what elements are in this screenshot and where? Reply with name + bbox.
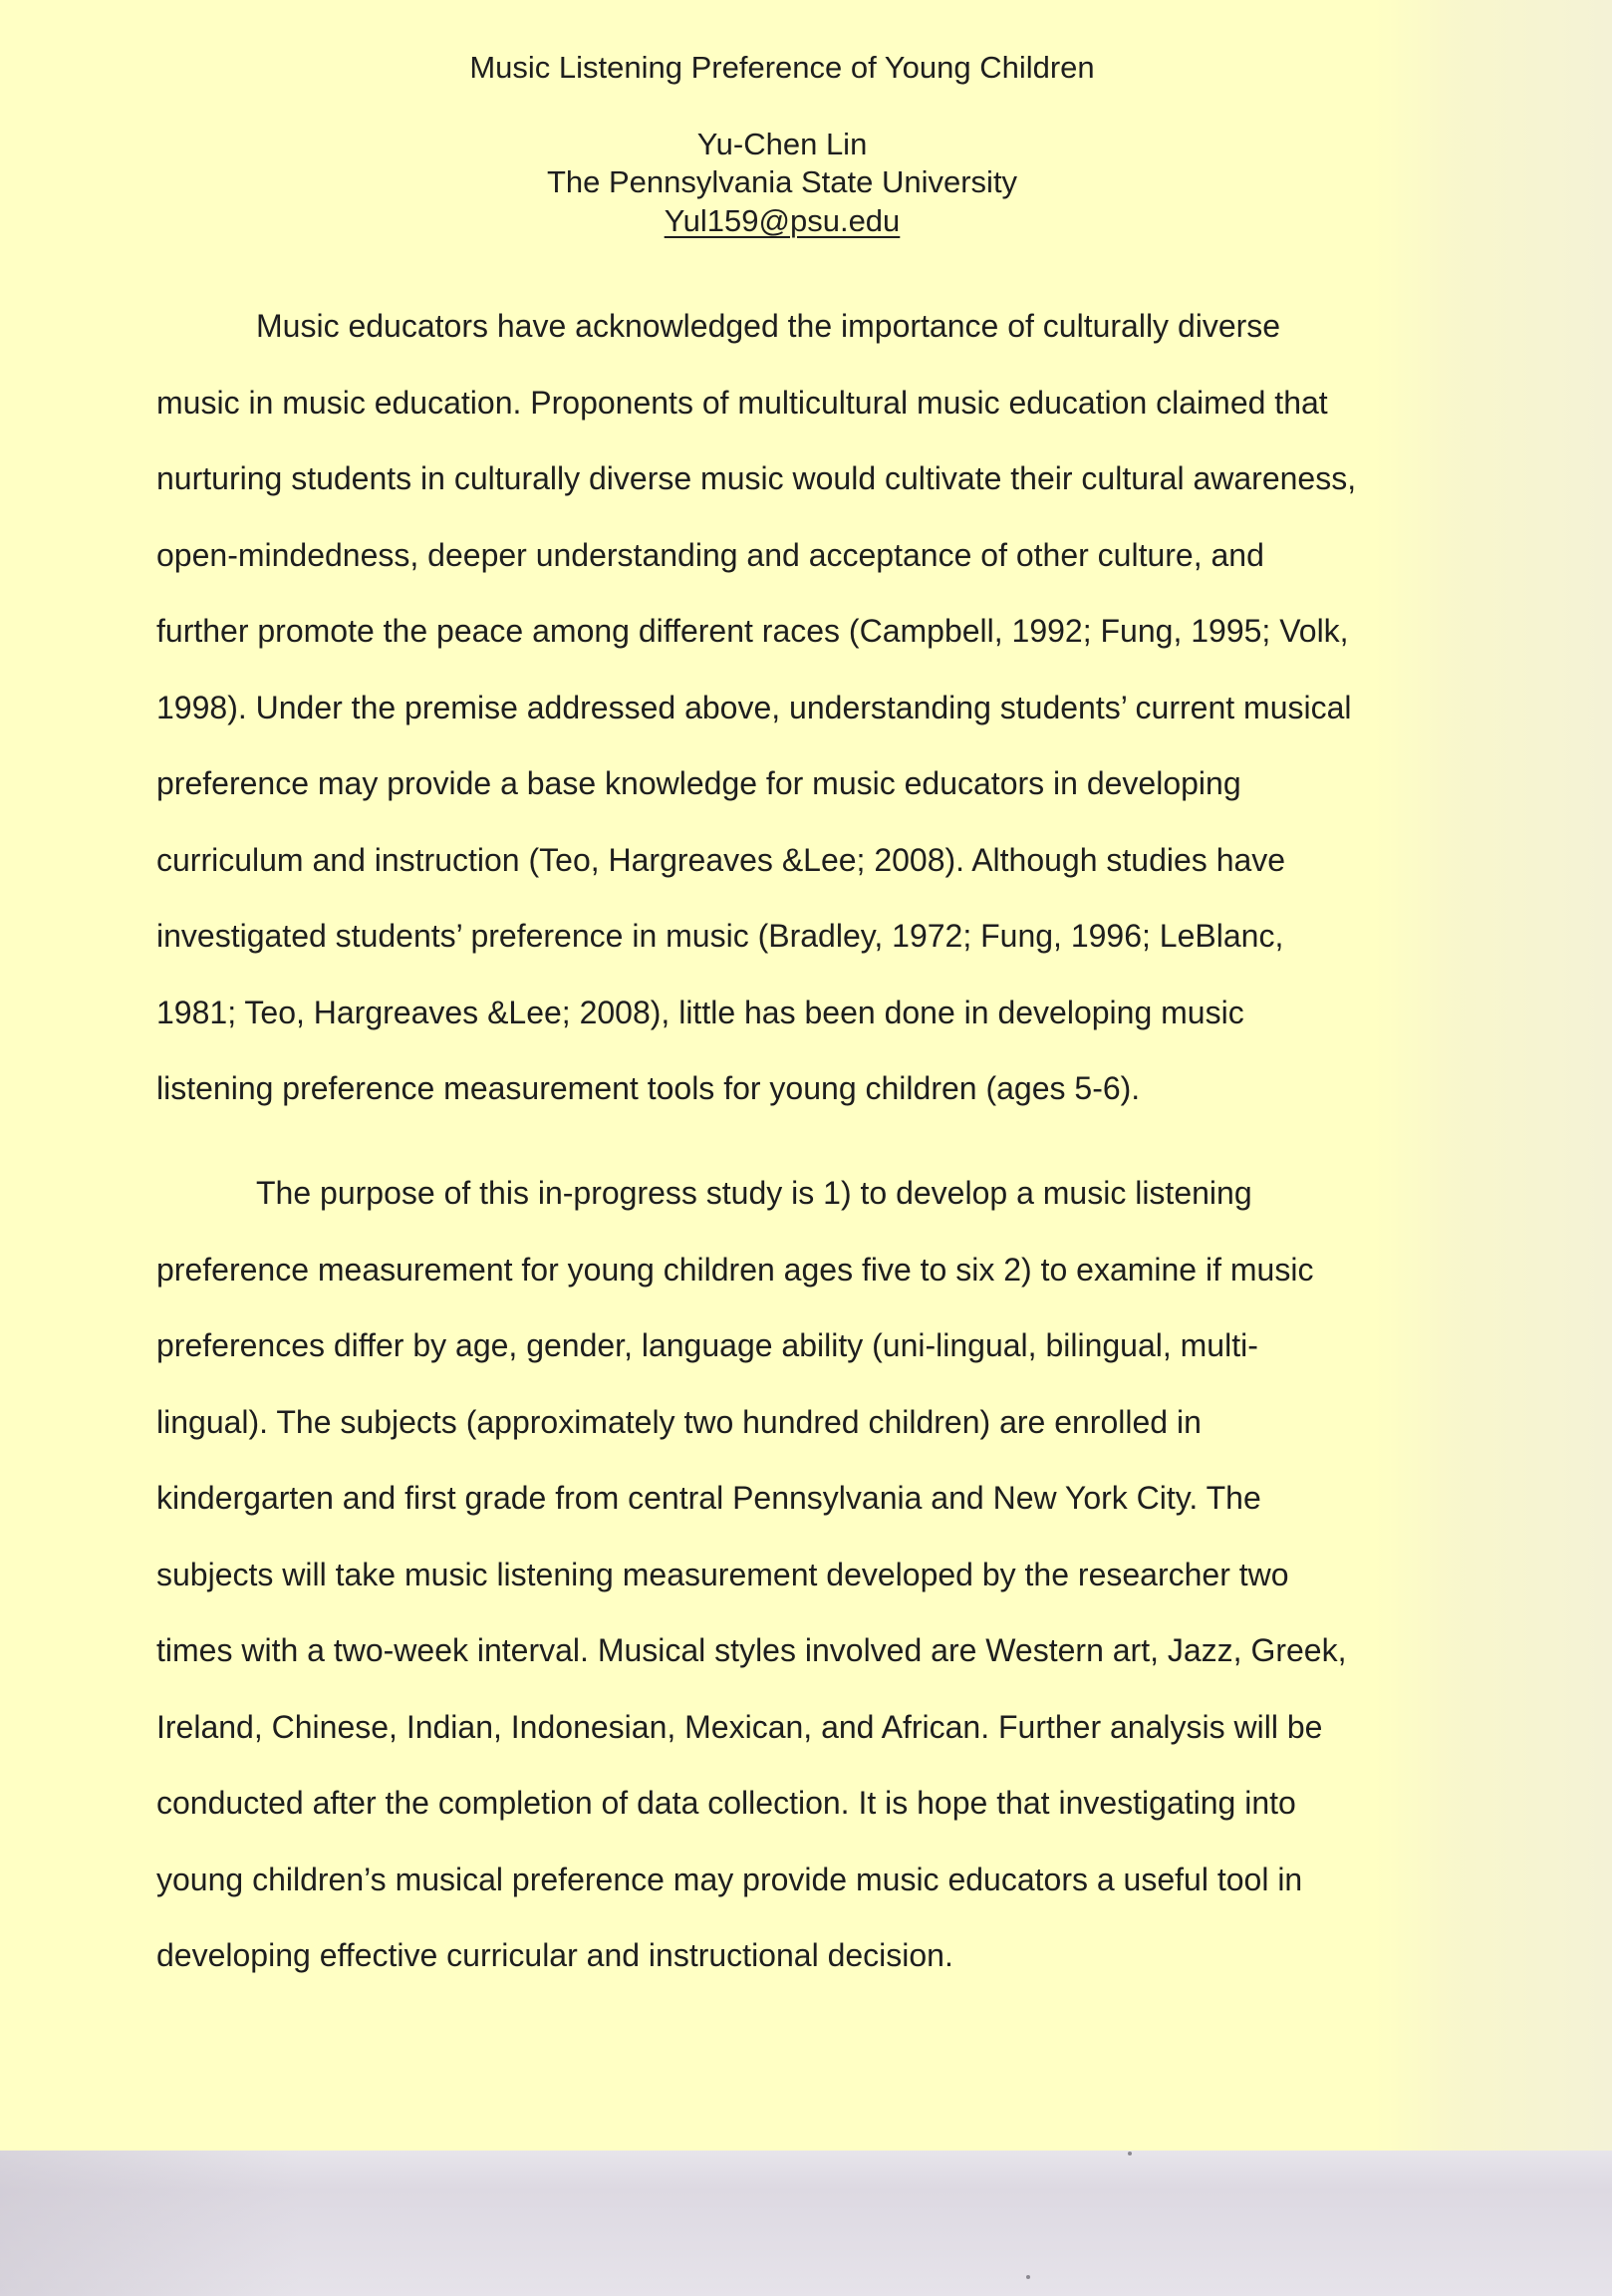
paragraph-line: music in music education. Proponents of multicultural music education claimed that: [156, 384, 1328, 421]
scan-speck: [1128, 2152, 1132, 2155]
paragraph-line: nurturing students in culturally diverse music would cultivate their cultural awareness,: [156, 460, 1357, 496]
paragraph-line: preference may provide a base knowledge for music educators in developing: [156, 765, 1241, 801]
paragraph-line: times with a two-week interval. Musical styles involved are Western art, Jazz, Greek,: [156, 1632, 1347, 1668]
paragraph-line: conducted after the completion of data collection. It is hope that investigating into: [156, 1785, 1296, 1821]
scan-speck: [1026, 2275, 1030, 2279]
paragraph-line: listening preference measurement tools for young children (ages 5-6).: [156, 1070, 1141, 1106]
paragraph-line: 1981; Teo, Hargreaves &Lee; 2008), little has been done in developing music: [156, 994, 1244, 1030]
scan-shadow: [0, 2151, 299, 2296]
paragraph-line: preferences differ by age, gender, language ability (uni-lingual, bilingual, multi-: [156, 1327, 1258, 1363]
paragraph-line: subjects will take music listening measurement developed by the researcher two: [156, 1556, 1289, 1592]
paragraph-line: The purpose of this in-progress study is 1) to develop a music listening: [256, 1175, 1252, 1211]
paragraph-line: young children’s musical preference may provide music educators a useful tool in: [156, 1861, 1303, 1897]
paragraph-line: lingual). The subjects (approximately two hundred children) are enrolled in: [156, 1403, 1202, 1440]
paragraph-line: Music educators have acknowledged the importance of culturally diverse: [256, 308, 1281, 344]
document-title: Music Listening Preference of Young Children: [469, 50, 1095, 85]
paragraph-line: further promote the peace among different races (Campbell, 1992; Fung, 1995; Volk,: [156, 613, 1349, 649]
paragraph-line: 1998). Under the premise addressed above, understanding students’ current musical: [156, 689, 1352, 725]
paragraph-line: kindergarten and first grade from central Pennsylvania and New York City. The: [156, 1480, 1261, 1516]
paragraph-line: open-mindedness, deeper understanding and acceptance of other culture, and: [156, 536, 1264, 573]
paragraph-line: investigated students’ preference in music (Bradley, 1972; Fung, 1996; LeBlanc,: [156, 918, 1284, 954]
paragraph-line: preference measurement for young children ages five to six 2) to examine if music: [156, 1251, 1314, 1288]
author-email: Yul159@psu.edu: [664, 203, 901, 238]
paragraph-line: curriculum and instruction (Teo, Hargreaves &Lee; 2008). Although studies have: [156, 841, 1286, 878]
paragraph-line: Ireland, Chinese, Indian, Indonesian, Mexican, and African. Further analysis will be: [156, 1708, 1323, 1745]
author-name: Yu-Chen Lin: [696, 127, 868, 161]
author-affiliation: The Pennsylvania State University: [546, 164, 1018, 199]
paragraph-line: developing effective curricular and instructional decision.: [156, 1937, 953, 1973]
